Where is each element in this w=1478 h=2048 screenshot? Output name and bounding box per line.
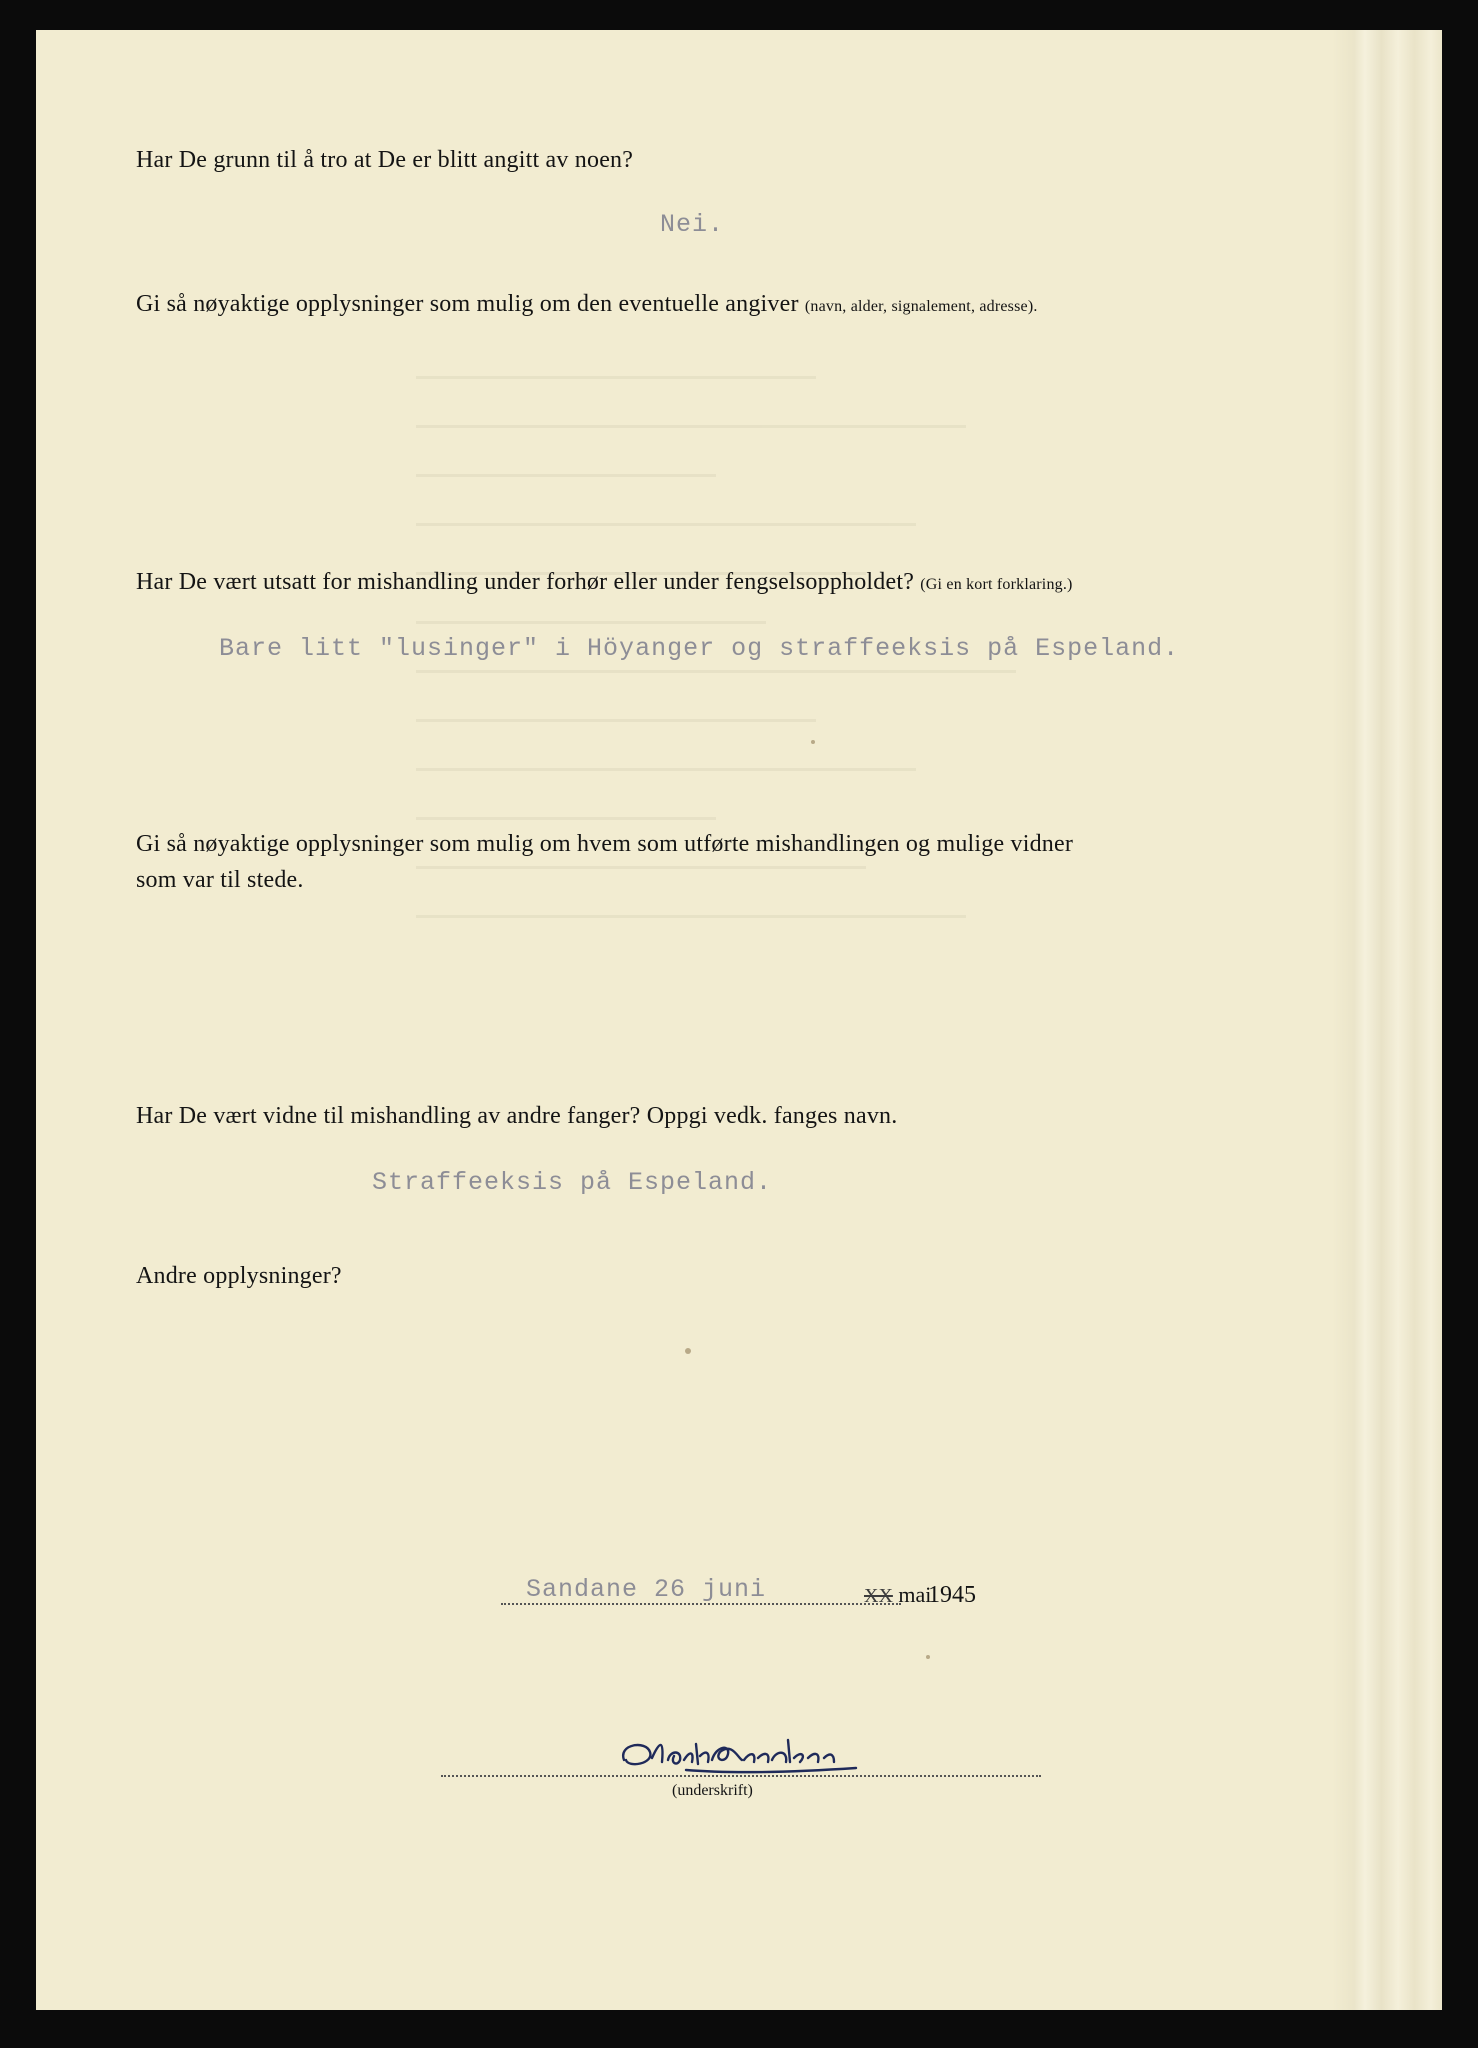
- question-informer-details: [136, 286, 1038, 325]
- signature-label: (underskrift): [672, 1782, 753, 1799]
- date-year: 1945: [928, 1582, 976, 1608]
- paper-speck: [685, 1348, 691, 1354]
- question-informer-note: (navn, alder, signalement, adresse).: [804, 298, 1038, 315]
- paper-speck: [926, 1655, 930, 1659]
- question-mistreatment-text: Har De vært utsatt for mishandling under forhør eller under fengselsoppholdet?: [136, 569, 915, 595]
- paper-speck: [811, 740, 815, 744]
- date-typed: Sandane 26 juni: [526, 1575, 767, 1604]
- question-denounced: Har De grunn til å tro at De er blitt angitt av noen?: [136, 147, 634, 173]
- question-mistreatment-note: (Gi en kort forklaring.): [920, 576, 1073, 593]
- date-month: [864, 1582, 931, 1608]
- answer-witness: Straffeeksis på Espeland.: [372, 1168, 773, 1197]
- answer-mistreatment: Bare litt "lusinger" i Höyanger og straffeeksis på Espeland.: [219, 634, 1180, 663]
- question-mistreatment: [136, 564, 1073, 603]
- question-informer-text: Gi så nøyaktige opplysninger som mulig om den eventuelle angiver: [136, 291, 799, 317]
- question-other-info: Andre opplysninger?: [136, 1263, 342, 1289]
- question-perpetrators-line2: som var til stede.: [136, 867, 304, 893]
- date-month-text: mai: [898, 1582, 932, 1607]
- question-perpetrators-line1: Gi så nøyaktige opplysninger som mulig om hvem som utførte mishandlingen og mulige vidner: [136, 831, 1074, 857]
- answer-denounced: Nei.: [660, 210, 725, 239]
- date-struck: XX: [864, 1585, 893, 1607]
- bleed-through-text: [416, 330, 1416, 1430]
- question-witness: Har De vært vidne til mishandling av andre fanger? Oppgi vedk. fanges navn.: [136, 1103, 898, 1129]
- signature-image: [616, 1730, 946, 1780]
- signature-line: [441, 1775, 1041, 1777]
- document-page: [36, 30, 1442, 2010]
- page-fold-shading: [1332, 30, 1442, 2010]
